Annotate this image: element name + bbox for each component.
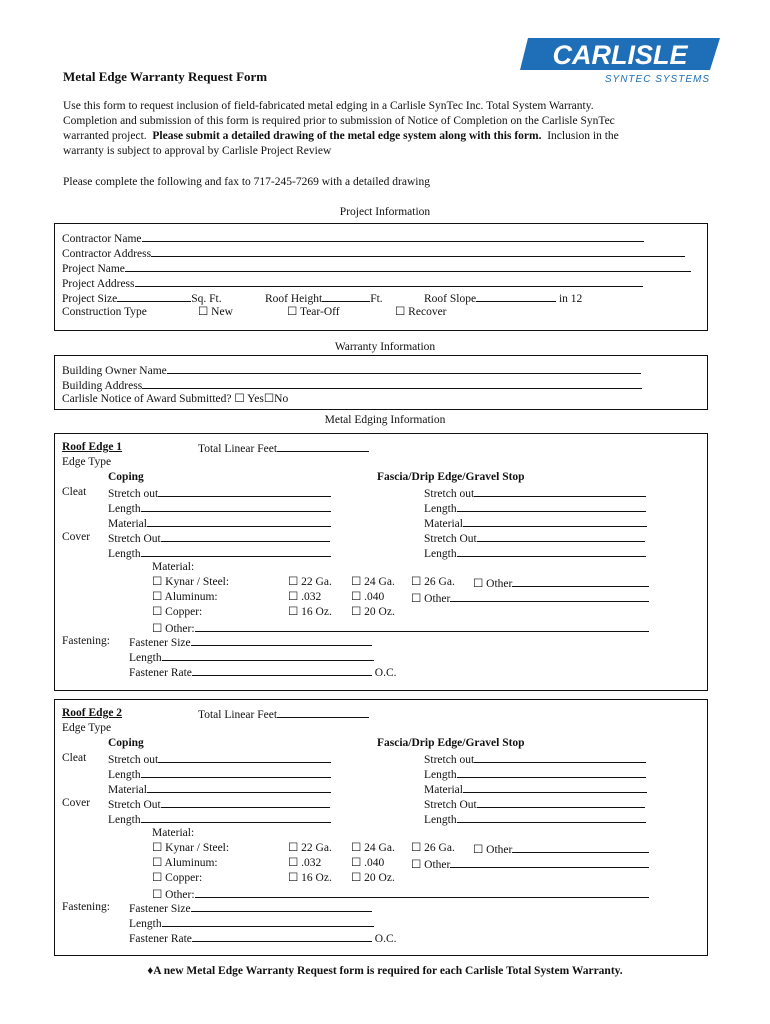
total-lf-field[interactable]	[277, 706, 369, 718]
ft-label: Ft.	[370, 293, 383, 305]
logo-brand: CARLISLE	[552, 40, 688, 70]
stretch-label: Stretch out	[108, 488, 159, 500]
coping-cleat-stretch-field[interactable]	[158, 485, 331, 497]
aluminum-checkbox[interactable]: ☐ Aluminum:	[152, 857, 218, 869]
cover-label: Cover	[62, 797, 91, 809]
roof-slope-row	[424, 290, 582, 307]
intro-line-1: Use this form to request inclusion of field-fabricated metal edging in a Carlisle SynTec Inc. Total System Warranty.	[63, 100, 594, 112]
material-options-label: Material:	[152, 561, 195, 573]
other-checkbox[interactable]: ☐ Other	[411, 593, 451, 605]
cover-label: Cover	[62, 531, 91, 543]
fastener-rate-field[interactable]	[192, 930, 372, 942]
roof-edge-1-box	[54, 433, 708, 691]
16oz-checkbox[interactable]: ☐ 16 Oz.	[288, 606, 332, 618]
coping-cover-length[interactable]	[108, 811, 331, 828]
coping-cover-stretch-field[interactable]	[161, 530, 330, 542]
coping-cover-length-field[interactable]	[141, 811, 331, 823]
building-address-field[interactable]	[142, 377, 642, 389]
notice-of-award[interactable]: Carlisle Notice of Award Submitted? ☐ Yes☐No	[62, 393, 289, 405]
oc-label: O.C.	[374, 933, 397, 945]
26ga-checkbox[interactable]: ☐ 26 Ga.	[411, 576, 455, 588]
length-label: Length	[108, 769, 141, 781]
sqft-label: Sq. Ft.	[191, 293, 222, 305]
other-aluminum-field[interactable]	[450, 856, 649, 868]
footer-note: ♦A new Metal Edge Warranty Request form is required for each Carlisle Total System Warranty.	[147, 965, 623, 977]
carlisle-logo	[520, 34, 725, 88]
fastening-label: Fastening:	[62, 901, 110, 913]
stretch-label: Stretch Out	[424, 799, 477, 811]
fascia-length-2[interactable]	[424, 545, 646, 562]
intro-line-3b: Please submit a detailed drawing of the metal edge system along with this form.	[152, 130, 542, 142]
length-label: Length	[129, 918, 162, 930]
project-heading: Project Information	[339, 206, 431, 218]
in12-label: in 12	[558, 293, 583, 305]
new-checkbox[interactable]: ☐ New	[198, 306, 233, 318]
material-label: Material	[424, 518, 463, 530]
stretch-label: Stretch Out	[424, 533, 477, 545]
intro-line-3a: warranted project.	[63, 130, 147, 142]
other-material-checkbox[interactable]: ☐ Other:	[152, 623, 195, 635]
040-checkbox[interactable]: ☐ .040	[351, 591, 385, 603]
fascia-material-field[interactable]	[463, 515, 647, 527]
other-checkbox[interactable]: ☐ Other	[411, 859, 451, 871]
stretch-label: Stretch out	[424, 754, 475, 766]
24ga-checkbox[interactable]: ☐ 24 Ga.	[351, 576, 395, 588]
cleat-label: Cleat	[62, 752, 87, 764]
form-title: Metal Edge Warranty Request Form	[63, 69, 268, 84]
project-size-label: Project Size	[62, 293, 118, 305]
fascia-stretch-2-field[interactable]	[477, 530, 645, 542]
roof-edge-2-box	[54, 699, 708, 956]
intro-line-4: warranty is subject to approval by Carlisle Project Review	[63, 145, 332, 157]
edge-type-label: Edge Type	[62, 722, 112, 734]
fastener-size-label: Fastener Size	[129, 637, 191, 649]
other-gauge-field[interactable]	[512, 841, 649, 853]
fascia-length-1-field[interactable]	[457, 500, 646, 512]
material-options-label: Material:	[152, 827, 195, 839]
length-label: Length	[424, 503, 457, 515]
coping-material-field[interactable]	[147, 515, 331, 527]
fascia-length-2[interactable]	[424, 811, 646, 828]
coping-cleat-stretch-field[interactable]	[158, 751, 331, 763]
total-lf-field[interactable]	[277, 440, 369, 452]
oc-label: O.C.	[374, 667, 397, 679]
construction-type-label: Construction Type	[62, 306, 147, 318]
other-aluminum[interactable]	[411, 856, 649, 873]
roof-height-field[interactable]	[322, 290, 370, 302]
logo-tagline: SYNTEC SYSTEMS	[604, 74, 710, 85]
length-label: Length	[108, 814, 141, 826]
other-aluminum-field[interactable]	[450, 590, 649, 602]
building-address-label: Building Address	[62, 380, 143, 392]
total-lf-row[interactable]	[198, 440, 369, 457]
edge-type-label: Edge Type	[62, 456, 112, 468]
intro-line-2: Completion and submission of this form is required prior to submission of Notice of Completion on the Carlisle SynTec	[63, 115, 615, 127]
tearoff-checkbox[interactable]: ☐ Tear-Off	[287, 306, 340, 318]
contractor-address-label: Contractor Address	[62, 248, 152, 260]
recover-checkbox[interactable]: ☐ Recover	[395, 306, 447, 318]
length-label: Length	[108, 548, 141, 560]
24ga-checkbox[interactable]: ☐ 24 Ga.	[351, 842, 395, 854]
other-material-checkbox[interactable]: ☐ Other:	[152, 889, 195, 901]
total-lf-label: Total Linear Feet	[198, 443, 278, 455]
fastener-length-field[interactable]	[162, 915, 374, 927]
032-checkbox[interactable]: ☐ .032	[288, 591, 322, 603]
coping-heading: Coping	[108, 471, 144, 483]
fascia-stretch-2-field[interactable]	[477, 796, 645, 808]
fascia-material-field[interactable]	[463, 781, 647, 793]
project-name-label: Project Name	[62, 263, 125, 275]
metal-edging-heading: Metal Edging Information	[324, 414, 446, 426]
contractor-name-field[interactable]	[142, 230, 644, 242]
stretch-label: Stretch Out	[108, 799, 161, 811]
roof-slope-label: Roof Slope	[424, 293, 477, 305]
fascia-length-2-field[interactable]	[457, 811, 646, 823]
owner-name-field[interactable]	[167, 362, 641, 374]
contractor-name-label: Contractor Name	[62, 233, 142, 245]
040-checkbox[interactable]: ☐ .040	[351, 857, 385, 869]
length-label: Length	[424, 814, 457, 826]
fastener-rate[interactable]	[129, 664, 397, 681]
fastening-label: Fastening:	[62, 635, 110, 647]
stretch-label: Stretch Out	[108, 533, 161, 545]
fastener-length-field[interactable]	[162, 649, 374, 661]
coping-heading: Coping	[108, 737, 144, 749]
length-label: Length	[129, 652, 162, 664]
26ga-checkbox[interactable]: ☐ 26 Ga.	[411, 842, 455, 854]
other-checkbox[interactable]: ☐ Other	[473, 844, 513, 856]
fax-line: Please complete the following and fax to 717-245-7269 with a detailed drawing	[63, 176, 430, 188]
coping-cleat-length-field[interactable]	[141, 500, 331, 512]
fastener-size-field[interactable]	[191, 900, 372, 912]
owner-name-label: Building Owner Name	[62, 365, 167, 377]
warranty-heading: Warranty Information	[334, 341, 436, 353]
stretch-label: Stretch out	[424, 488, 475, 500]
fascia-heading: Fascia/Drip Edge/Gravel Stop	[377, 471, 525, 483]
project-size-field[interactable]	[117, 290, 191, 302]
roof-edge-title: Roof Edge 2	[62, 707, 123, 719]
project-address-field[interactable]	[135, 275, 643, 287]
length-label: Length	[108, 503, 141, 515]
22ga-checkbox[interactable]: ☐ 22 Ga.	[288, 576, 332, 588]
roof-edge-title: Roof Edge 1	[62, 441, 123, 453]
20oz-checkbox[interactable]: ☐ 20 Oz.	[351, 606, 395, 618]
other-material-field[interactable]	[195, 886, 649, 898]
fascia-stretch-1-field[interactable]	[474, 485, 646, 497]
other-gauge-field[interactable]	[512, 575, 649, 587]
intro-line-3	[63, 129, 619, 144]
project-address-label: Project Address	[62, 278, 135, 290]
contractor-address-field[interactable]	[151, 245, 685, 257]
coping-cleat-length-field[interactable]	[141, 766, 331, 778]
16oz-checkbox[interactable]: ☐ 16 Oz.	[288, 872, 332, 884]
032-checkbox[interactable]: ☐ .032	[288, 857, 322, 869]
fascia-length-1-field[interactable]	[457, 766, 646, 778]
intro-line-3c: Inclusion in the	[547, 130, 619, 142]
fastener-size-label: Fastener Size	[129, 903, 191, 915]
fascia-length-2-field[interactable]	[457, 545, 646, 557]
fastener-rate-label: Fastener Rate	[129, 933, 192, 945]
roof-slope-field[interactable]	[476, 290, 556, 302]
coping-cover-stretch-field[interactable]	[161, 796, 330, 808]
fastener-rate[interactable]	[129, 930, 397, 947]
length-label: Length	[424, 548, 457, 560]
other-checkbox[interactable]: ☐ Other	[473, 578, 513, 590]
material-label: Material	[108, 784, 147, 796]
stretch-label: Stretch out	[108, 754, 159, 766]
20oz-checkbox[interactable]: ☐ 20 Oz.	[351, 872, 395, 884]
cleat-label: Cleat	[62, 486, 87, 498]
copper-checkbox[interactable]: ☐ Copper:	[152, 606, 203, 618]
aluminum-checkbox[interactable]: ☐ Aluminum:	[152, 591, 218, 603]
copper-checkbox[interactable]: ☐ Copper:	[152, 872, 203, 884]
kynar-checkbox[interactable]: ☐ Kynar / Steel:	[152, 576, 230, 588]
kynar-checkbox[interactable]: ☐ Kynar / Steel:	[152, 842, 230, 854]
material-label: Material	[424, 784, 463, 796]
fastener-rate-label: Fastener Rate	[129, 667, 192, 679]
other-aluminum[interactable]	[411, 590, 649, 607]
other-material-field[interactable]	[195, 620, 649, 632]
coping-material-field[interactable]	[147, 781, 331, 793]
coping-cover-length-field[interactable]	[141, 545, 331, 557]
fastener-size-field[interactable]	[191, 634, 372, 646]
fascia-stretch-1-field[interactable]	[474, 751, 646, 763]
fastener-rate-field[interactable]	[192, 664, 372, 676]
project-name-field[interactable]	[125, 260, 691, 272]
material-label: Material	[108, 518, 147, 530]
coping-cover-length[interactable]	[108, 545, 331, 562]
length-label: Length	[424, 769, 457, 781]
roof-height-label: Roof Height	[265, 293, 323, 305]
total-lf-row[interactable]	[198, 706, 369, 723]
total-lf-label: Total Linear Feet	[198, 709, 278, 721]
22ga-checkbox[interactable]: ☐ 22 Ga.	[288, 842, 332, 854]
fascia-heading: Fascia/Drip Edge/Gravel Stop	[377, 737, 525, 749]
